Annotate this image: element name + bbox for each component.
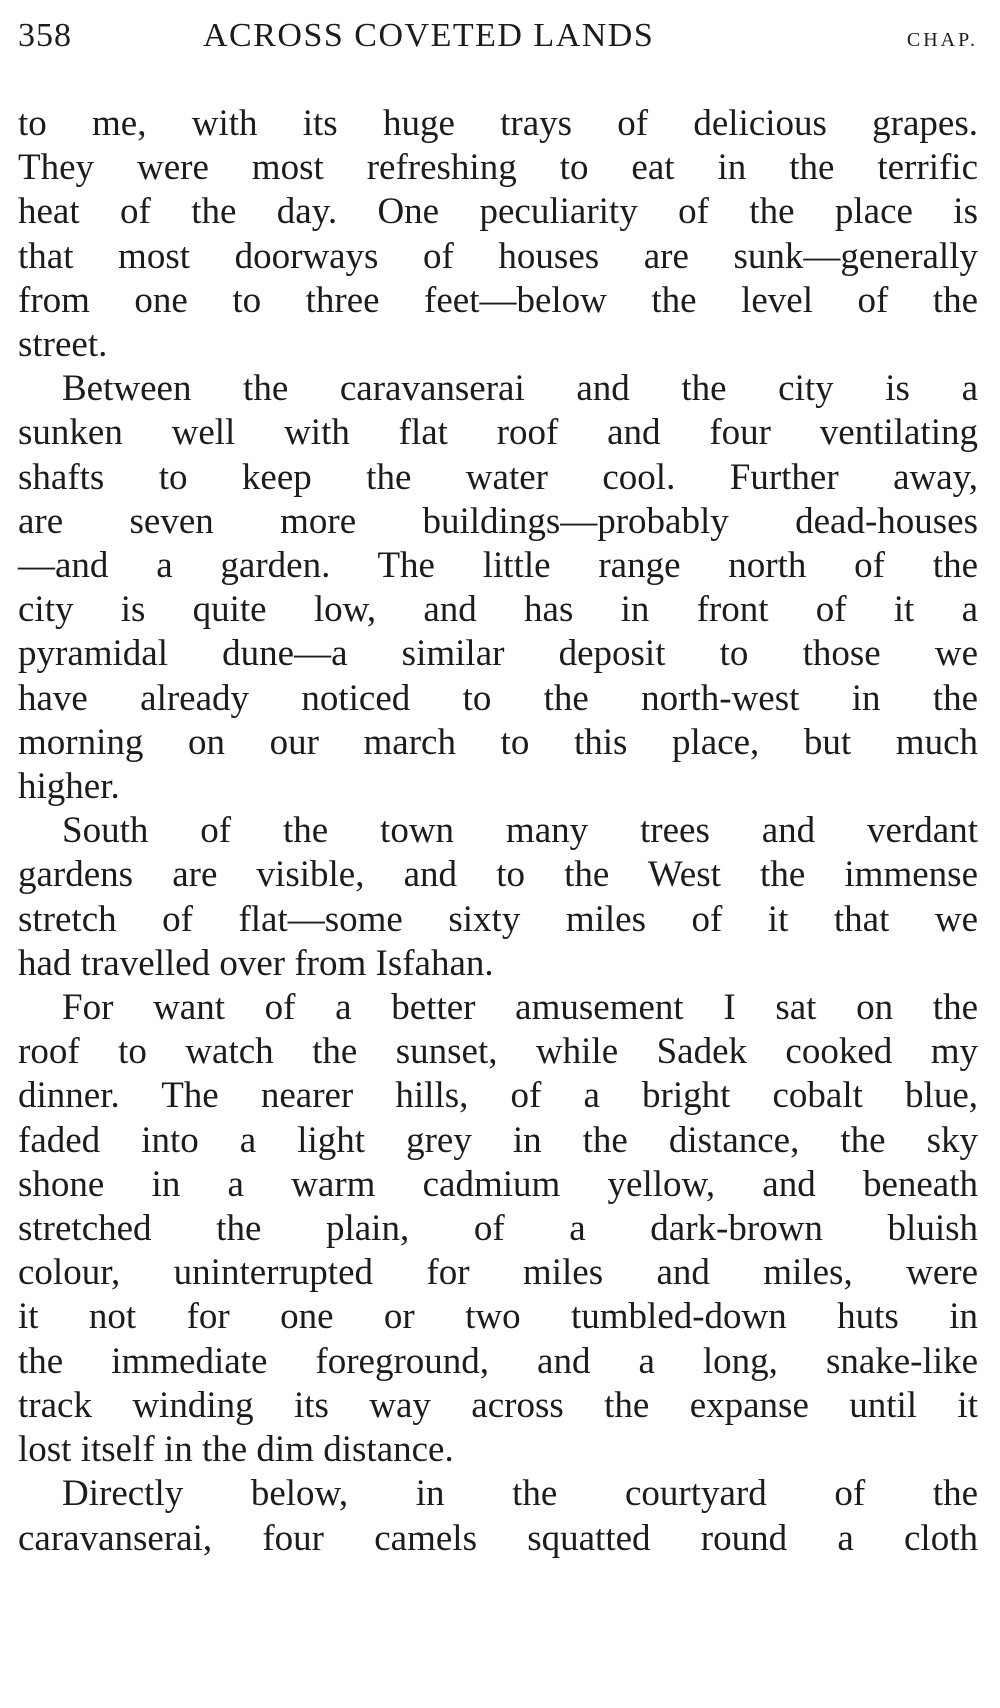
paragraph-sunset [18, 986, 978, 1472]
text-line: are seven more buildings—probably dead-houses [18, 500, 978, 542]
text-line: —and a garden. The little range north of the [18, 545, 978, 587]
text-line: morning on our march to this place, but much [18, 721, 978, 763]
paragraph-grapes [18, 102, 978, 367]
text-line: faded into a light grey in the distance, the sky [18, 1119, 978, 1161]
text-line: They were most refreshing to eat in the terrific [18, 147, 978, 189]
text-line: sunken well with flat roof and four ventilating [18, 412, 978, 454]
body-text [18, 102, 978, 1561]
text-line: roof to watch the sunset, while Sadek cooked my [18, 1031, 978, 1073]
text-line: stretched the plain, of a dark-brown bluish [18, 1208, 978, 1250]
text-line: from one to three feet—below the level of the [18, 279, 978, 321]
text-line: had travelled over from Isfahan. [18, 942, 494, 984]
text-line: higher. [18, 766, 120, 808]
text-line: shone in a warm cadmium yellow, and beneath [18, 1163, 978, 1205]
text-line: track winding its way across the expanse until it [18, 1384, 978, 1426]
paragraph-south-of-town [18, 809, 978, 986]
paragraph-courtyard [18, 1472, 978, 1560]
text-line: to me, with its huge trays of delicious grapes. [18, 103, 978, 144]
text-line: street. [18, 324, 108, 366]
text-line: it not for one or two tumbled-down huts in [18, 1296, 978, 1338]
text-line: lost itself in the dim distance. [18, 1429, 454, 1471]
running-title: ACROSS COVETED LANDS [203, 17, 655, 54]
paragraph-caravanserai [18, 367, 978, 809]
text-line: have already noticed to the north-west in the [18, 677, 978, 719]
book-page [18, 10, 978, 1561]
text-line: the immediate foreground, and a long, snake-like [18, 1340, 978, 1382]
text-line: colour, uninterrupted for miles and miles, were [18, 1252, 978, 1294]
text-line: gardens are visible, and to the West the immense [18, 854, 978, 896]
text-line: dinner. The nearer hills, of a bright cobalt blue, [18, 1075, 978, 1117]
text-line: pyramidal dune—a similar deposit to those we [18, 633, 978, 675]
text-line: caravanserai, four camels squatted round a cloth [18, 1517, 978, 1559]
text-line: heat of the day. One peculiarity of the place is [18, 191, 978, 233]
text-line: For want of a better amusement I sat on the [62, 987, 978, 1029]
text-line: shafts to keep the water cool. Further away, [18, 456, 978, 498]
text-line: South of the town many trees and verdant [62, 810, 978, 852]
chapter-label: CHAP. [906, 29, 978, 51]
text-line: Between the caravanserai and the city is a [62, 368, 978, 410]
text-line: Directly below, in the courtyard of the [62, 1473, 978, 1515]
text-line: city is quite low, and has in front of it a [18, 589, 978, 631]
text-line: that most doorways of houses are sunk—generally [18, 235, 978, 277]
page-number: 358 [18, 17, 72, 54]
running-head [18, 10, 978, 62]
text-line: stretch of flat—some sixty miles of it that we [18, 898, 978, 940]
